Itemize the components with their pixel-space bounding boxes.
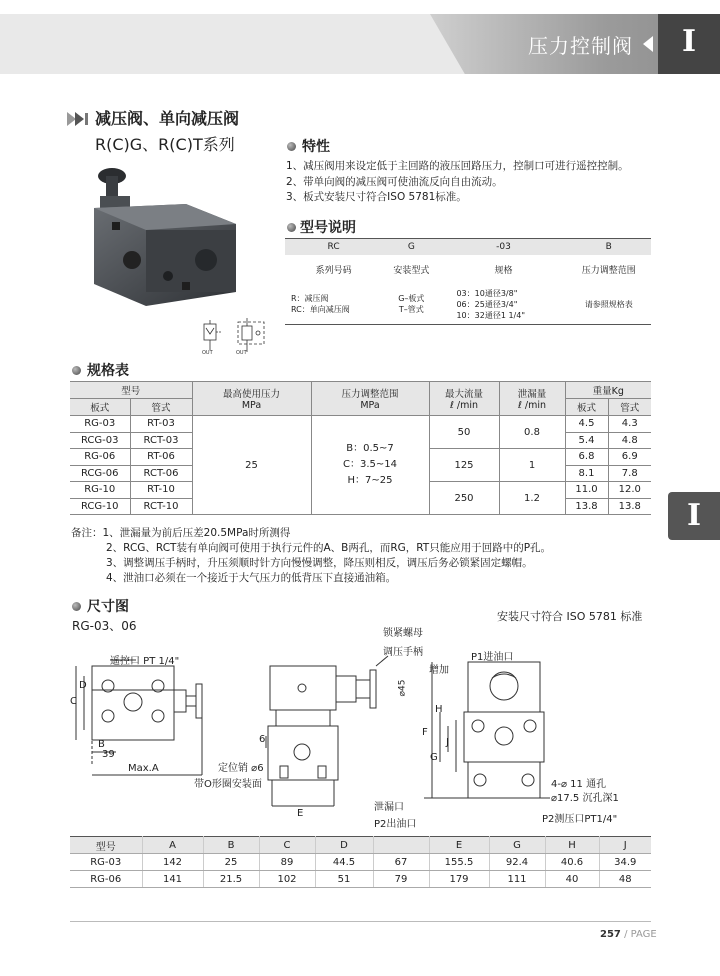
dim-d: D [79,680,87,691]
label-increase: 增加 [429,665,449,676]
label-through-holes: 4-⌀ 11 通孔 [551,779,607,790]
cell-adj-range [311,416,429,515]
cell-plate: RG-10 [70,482,130,499]
cell-plate: RCG-03 [70,432,130,449]
svg-text:OUT: OUT [202,350,213,356]
desc-line: 03：10通径3/8" [456,288,518,298]
dim-b: B [98,739,105,750]
cell-w-pipe: 13.8 [608,498,651,515]
dim-f: F [422,727,428,738]
dim-cell: 67 [373,854,429,871]
dim-cell: 79 [373,871,429,888]
dim-cell: 142 [142,854,203,871]
category-title: 压力控制阀 [528,34,633,58]
dim-hdr: 型号 [70,837,142,854]
hdr-weight: 重量Kg [565,382,651,399]
dim-cell: 51 [315,871,373,888]
hdr-adj-range [311,382,429,416]
hdr-text: 压力调整范围 [341,389,399,400]
cell-pipe: RCT-10 [130,498,192,515]
spec-table [70,381,651,515]
dimensions-subtitle: RG-03、06 [72,619,137,633]
page-number-value: 257 [600,929,621,940]
note-item: 3、调整调压手柄时，升压须顺时针方向慢慢调整，降压则相反，调压后务必锁紧固定螺帽。 [106,557,533,569]
feature-item: 2、带单向阀的减压阀可使油流反向自由流动。 [286,176,503,188]
code-mount: G [382,239,440,255]
desc-size [440,285,566,325]
cell-w-plate: 4.5 [565,416,608,433]
adj-range-line: H：7~25 [347,475,393,486]
cell-leak: 1.2 [499,482,565,515]
hdr-w-pipe: 管式 [608,399,651,416]
cell-flow: 50 [429,416,499,449]
dim-cell: 141 [142,871,203,888]
meaning-range: 压力调整范围 [581,266,636,276]
hdr-pipe: 管式 [130,399,192,416]
bullet-icon [287,223,296,232]
side-chapter-tab [668,492,720,540]
cell-max-pressure: 25 [192,416,311,515]
dim-6: 6 [259,734,266,745]
desc-line: R：减压阀 [291,294,329,304]
product-series: R(C)G、R(C)T系列 [95,135,235,154]
dim-dia45: ⌀45 [397,679,408,697]
cell-pipe: RT-10 [130,482,192,499]
desc-line: RC：单向减压阀 [291,305,350,315]
adj-range-line: C：3.5~14 [343,459,397,470]
svg-text:OUT: OUT [236,350,247,356]
dimensions-title: 尺寸图 [87,599,129,615]
hdr-unit: ℓ /min [449,400,479,411]
hdr-text: 最高使用压力 [222,389,280,400]
page-number [600,929,657,940]
valve-photo [86,164,256,314]
hdr-w-plate: 板式 [565,399,608,416]
desc-mount [382,285,440,325]
cell-plate: RG-06 [70,449,130,466]
desc-line: 06：25通径3/4" [456,299,518,309]
dim-cell: 40 [545,871,599,888]
hydraulic-symbol-icon [196,318,272,358]
note-item: 备注：1、泄漏量为前后压差20.5MPa时所测得 [71,527,291,539]
dim-39: 39 [102,749,115,760]
dim-cell: 25 [203,854,259,871]
label-remote-port: 遥控口 PT 1/4" [110,656,180,667]
dim-cell: 34.9 [599,854,651,871]
front-view-drawing [420,652,570,812]
label-locating-pin: 定位销 ⌀6 [218,763,264,774]
dim-cell: 111 [489,871,545,888]
desc-line: G–板式 [398,294,425,304]
cell-pipe: RT-03 [130,416,192,433]
side-view-drawing [262,636,398,818]
dim-cell: 44.5 [315,854,373,871]
cell-w-pipe: 4.3 [608,416,651,433]
hdr-unit: MPa [360,400,380,411]
product-name: 减压阀、单向减压阀 [95,109,240,128]
dim-cell: 179 [429,871,489,888]
cell-plate: RCG-10 [70,498,130,515]
dim-h: H [435,704,443,715]
cell-plate: RG-03 [70,416,130,433]
dim-c: C [70,696,77,707]
label-counterbore: ⌀17.5 沉孔深1 [551,793,619,804]
page-word: / PAGE [624,929,657,940]
cell-w-pipe: 6.9 [608,449,651,466]
dim-cell: 155.5 [429,854,489,871]
label-lock-nut: 锁紧螺母 [383,628,423,639]
desc-series [285,285,382,325]
meaning-size: 规格 [494,266,513,276]
double-arrow-icon [67,112,91,126]
header-arrow-icon [643,36,653,52]
hdr-text: 泄漏量 [517,389,547,400]
hdr-max-pressure [192,382,311,416]
desc-range: 请参照规格表 [567,285,652,325]
dim-hdr: A [142,837,203,854]
table-row [70,416,651,433]
feature-item: 3、板式安装尺寸符合ISO 5781标准。 [286,191,467,203]
dim-hdr [373,837,429,854]
code-size: -03 [440,239,566,255]
label-knob: 调压手柄 [383,647,423,658]
desc-line: T–管式 [398,305,424,315]
dim-hdr: J [599,837,651,854]
dim-j: J [446,737,449,748]
cell-flow: 125 [429,449,499,482]
dim-g: G [430,752,438,763]
cell-w-plate: 5.4 [565,432,608,449]
dim-hdr: E [429,837,489,854]
dim-e: E [297,808,304,819]
bullet-icon [72,366,81,375]
dim-cell: 89 [259,854,315,871]
dim-cell: 21.5 [203,871,259,888]
dim-max-a: Max.A [128,763,159,774]
dimension-table [70,836,651,888]
cell-pipe: RT-06 [130,449,192,466]
cell-plate: RCG-06 [70,465,130,482]
cell-pipe: RCT-03 [130,432,192,449]
label-oring-face: 带O形圈安装面 [194,779,262,790]
dim-cell: RG-06 [70,871,142,888]
dim-cell: 92.4 [489,854,545,871]
dim-hdr: B [203,837,259,854]
dim-hdr: H [545,837,599,854]
dim-cell: 48 [599,871,651,888]
hdr-plate: 板式 [70,399,130,416]
features-title: 特性 [302,139,330,155]
meaning-mount: 安装型式 [393,266,430,276]
note-item: 4、泄油口必须在一个接近于大气压力的低背压下直接通油箱。 [106,572,397,584]
cell-leak: 0.8 [499,416,565,449]
cell-w-plate: 13.8 [565,498,608,515]
chapter-number: I [681,24,697,59]
label-gauge-port: P2测压口PT1/4" [542,814,618,825]
bullet-icon [287,142,296,151]
note-item: 2、RCG、RCT装有单向阀可使用于执行元件的A、B两孔，而RG，RT只能应用于回路中的P孔。 [106,542,552,554]
model-code-title: 型号说明 [300,220,356,236]
hdr-unit: ℓ /min [517,400,547,411]
dim-cell: 40.6 [545,854,599,871]
cell-w-plate: 6.8 [565,449,608,466]
adj-range-line: B：0.5~7 [346,443,394,454]
table-row [70,871,651,888]
dimensions-standard: 安装尺寸符合 ISO 5781 标准 [497,610,643,623]
hdr-unit: MPa [241,400,262,411]
cell-leak: 1 [499,449,565,482]
label-p2-out: P2出油口 [374,819,417,830]
hdr-model: 型号 [70,382,192,399]
spec-title: 规格表 [87,363,129,379]
dim-hdr: D [315,837,373,854]
table-row [70,854,651,871]
footer-divider [70,921,651,922]
code-series: RC [285,239,382,255]
side-chapter-number: I [686,498,702,533]
cell-w-pipe: 4.8 [608,432,651,449]
hdr-max-flow [429,382,499,416]
dim-cell: RG-03 [70,854,142,871]
code-range: B [567,239,652,255]
cell-w-plate: 8.1 [565,465,608,482]
hdr-leak [499,382,565,416]
chapter-marker [658,14,720,74]
cell-pipe: RCT-06 [130,465,192,482]
label-p1-in: P1进油口 [471,652,514,663]
feature-item: 1、减压阀用来设定低于主回路的液压回路压力，控制口可进行遥控控制。 [286,160,629,172]
desc-line: 10：32通径1 1/4" [456,310,526,320]
cell-w-pipe: 12.0 [608,482,651,499]
cell-w-pipe: 7.8 [608,465,651,482]
model-code-table [285,238,651,325]
hdr-text: 最大流量 [444,389,483,400]
meaning-series: 系列号码 [315,266,352,276]
label-drain: 泄漏口 [374,802,404,813]
bullet-icon [72,602,81,611]
dim-hdr: C [259,837,315,854]
dim-cell: 102 [259,871,315,888]
cell-flow: 250 [429,482,499,515]
dim-hdr: G [489,837,545,854]
cell-w-plate: 11.0 [565,482,608,499]
